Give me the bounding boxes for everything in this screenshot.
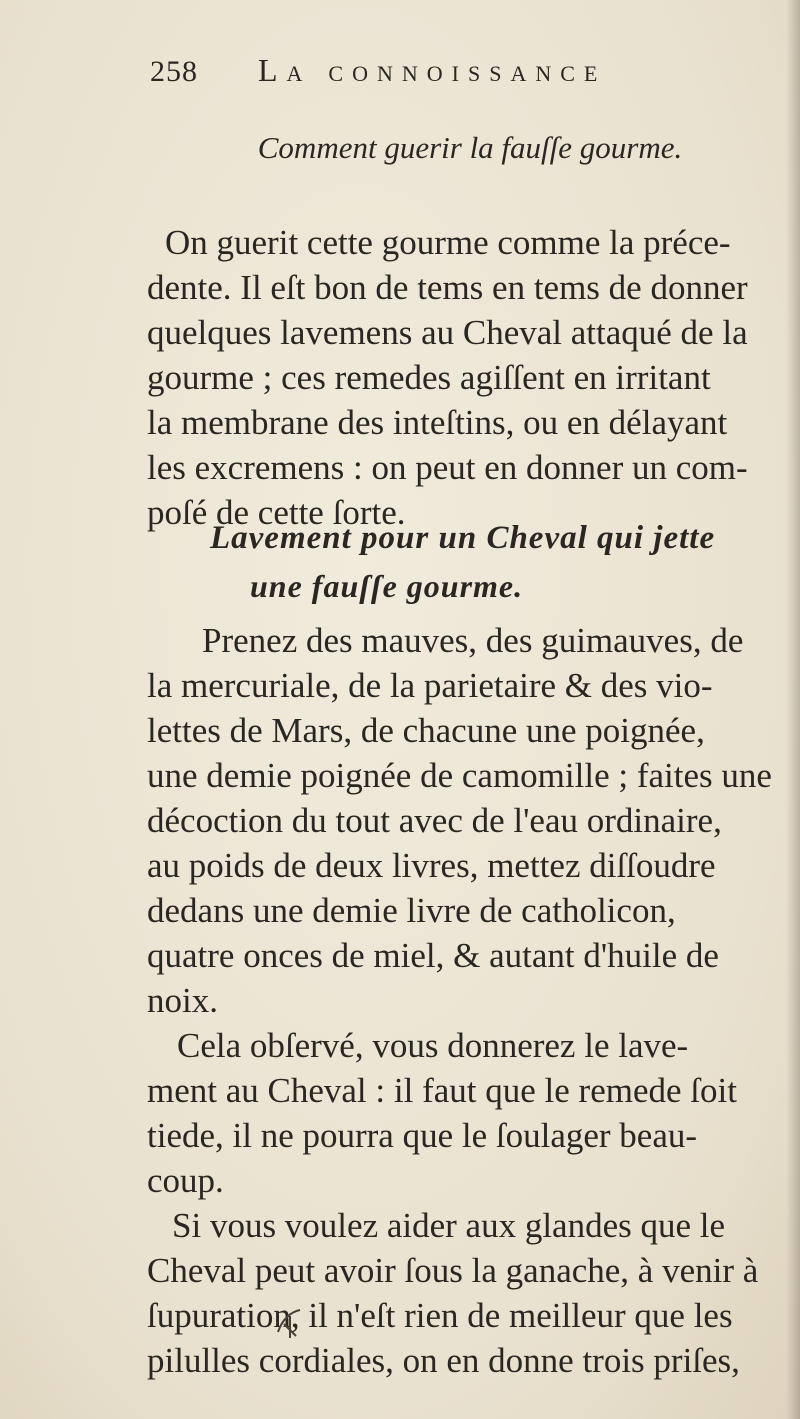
text-line: ſupuration, il n'eſt rien de meilleur que les (147, 1296, 733, 1335)
paragraph-3 (147, 1023, 797, 1203)
text-line: Si vous voulez aider aux glandes que le (172, 1206, 726, 1245)
text-line: pilulles cordiales, on en donne trois priſes, (147, 1341, 740, 1380)
running-title: La connoissance (258, 52, 607, 88)
paragraph-4 (147, 1203, 797, 1383)
text-line: quelques lavemens au Cheval attaqué de la (147, 313, 748, 352)
text-line: une demie poignée de camomille ; faites une (147, 756, 772, 795)
running-head (150, 52, 710, 96)
text-line: quatre onces de miel, & autant d'huile de (147, 936, 719, 975)
text-line: coup. (147, 1161, 224, 1200)
section-heading: Comment guerir la fauſſe gourme. (257, 130, 683, 165)
text-line: les excremens : on peut en donner un com- (147, 448, 748, 487)
text-line: On guerit cette gourme comme la préce- (165, 223, 731, 262)
text-line: Cela obſervé, vous donnerez le lave- (177, 1026, 689, 1065)
text-line: Prenez des mauves, des guimauves, de (202, 621, 744, 660)
text-line: décoction du tout avec de l'eau ordinaire, (147, 801, 722, 840)
paragraph-2-end (147, 978, 797, 1023)
text-line: Cheval peut avoir ſous la ganache, à venir à (147, 1251, 759, 1290)
text-line: noix. (147, 981, 218, 1020)
paragraph-1 (147, 220, 797, 535)
text-line: poſé de cette ſorte. (147, 493, 406, 532)
paragraph-2 (147, 618, 797, 978)
text-line: la mercuriale, de la parietaire & des vio- (147, 666, 713, 705)
text-line: la membrane des inteſtins, ou en délayant (147, 403, 728, 442)
signature-mark-icon (270, 1302, 310, 1342)
text-line: gourme ; ces remedes agiſſent en irritant (147, 358, 711, 397)
text-line: tiede, il ne pourra que le ſoulager beau- (147, 1116, 698, 1155)
recipe-heading-line-2: une fauſſe gourme. (250, 568, 524, 604)
text-line: dente. Il eſt bon de tems en tems de donner (147, 268, 748, 307)
text-line: dedans une demie livre de catholicon, (147, 891, 676, 930)
text-line: au poids de deux livres, mettez diſſoudre (147, 846, 716, 885)
recipe-heading-line-1: Lavement pour un Cheval qui jette (210, 520, 716, 556)
page-number: 258 (150, 55, 198, 88)
text-line: lettes de Mars, de chacune une poignée, (147, 711, 705, 750)
text-line: ment au Cheval : il faut que le remede ſoit (147, 1071, 737, 1110)
